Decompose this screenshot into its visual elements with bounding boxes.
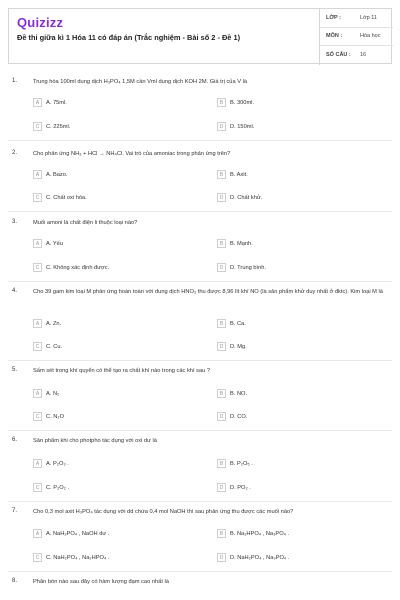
option-text: B. 300ml. [230,99,255,106]
option-a[interactable] [33,169,68,180]
option-text: C. NaH₂PO₄ , Na₂HPO₄ . [46,554,110,561]
question-number: 6. [12,437,18,443]
question-text: Cho phản ứng NH₃ + HCl → NH₄Cl. Vai trò của amoniac trong phản ứng trên? [33,151,231,157]
meta-row-count [320,46,393,65]
option-text: C. N₂O [46,413,65,420]
question-text: Trung hòa 100ml dung dịch H₃PO₄ 1,5M cần Vml dung dịch KOH 2M. Giá trị của V là [33,79,248,85]
meta-row-subject [320,28,393,47]
meta-key: SỐ CÂU : [326,52,351,59]
option-a[interactable] [33,388,59,399]
option-text: D. NaH₂PO₄ , Na₃PO₄ . [230,554,290,561]
option-letter: A [33,239,42,248]
option-letter: D [217,263,226,272]
question-divider [8,281,392,282]
option-text: A. 75ml. [46,99,67,106]
question-text: Cho 39 gam kim loại M phản ứng hoàn toàn với dung dịch HNO₃ thu được 8,96 lít khí NO (là sản phẩm khử duy nhất ở đktc). Kim loại M là [33,289,383,295]
question-text: Phân bón nào sau đây có hàm lượng đạm cao nhất là [33,579,169,585]
question-number: 8. [12,578,18,584]
option-letter: D [217,483,226,492]
question-number: 7. [12,508,18,514]
question-divider [8,140,392,141]
option-letter: D [217,342,226,351]
meta-row-class [320,9,393,28]
option-text: B. Na₂HPO₄ , Na₃PO₄ . [230,530,290,537]
option-letter: B [217,319,226,328]
option-letter: C [33,342,42,351]
option-letter: D [217,122,226,131]
meta-value: Hóa học [360,33,381,40]
option-d[interactable] [217,121,254,132]
option-letter: B [217,459,226,468]
option-text: D. Mg. [230,343,247,350]
option-text: C. Chất oxi hóa. [46,194,87,201]
meta-value: Lớp 11 [360,14,377,21]
option-text: C. Cu. [46,343,63,350]
meta-key: LỚP : [326,14,341,21]
option-b[interactable] [217,97,254,108]
option-letter: D [217,553,226,562]
option-a[interactable] [33,318,61,329]
option-text: A. N₂ [46,390,60,397]
question-number: 4. [12,288,18,294]
option-text: A. Zn. [46,320,62,327]
option-letter: D [217,193,226,202]
option-text: D. Chất khử. [230,194,263,201]
question-number: 5. [12,367,18,373]
question-divider [8,501,392,502]
question-text: Sấm sét trong khí quyển có thể tạo ra chất khí nào trong các khí sau ? [33,368,211,374]
option-text: C. Không xác định được. [46,264,110,271]
question-number: 1. [12,78,18,84]
option-letter: B [217,239,226,248]
option-c[interactable] [33,552,109,563]
option-text: B. P₂O₅ . [230,460,253,467]
option-d[interactable] [217,482,251,493]
option-d[interactable] [217,411,247,422]
option-letter: C [33,122,42,131]
option-d[interactable] [217,341,247,352]
option-a[interactable] [33,97,67,108]
question-divider [8,211,392,212]
option-b[interactable] [217,388,247,399]
meta-value: 16 [360,52,367,59]
option-letter: A [33,170,42,179]
option-letter: B [217,389,226,398]
option-b[interactable] [217,458,253,469]
option-letter: A [33,98,42,107]
question-text: Sản phẩm khi cho photpho tác dụng với oxi dư là [33,438,157,444]
option-c[interactable] [33,192,87,203]
option-c[interactable] [33,121,70,132]
option-d[interactable] [217,192,262,203]
option-b[interactable] [217,318,246,329]
option-text: A. NaH₂PO₄ , NaOH dư . [46,530,110,537]
option-text: D. CO. [230,413,248,420]
option-b[interactable] [217,169,248,180]
question-text: Muối amoni là chất điện li thuộc loại nào? [33,220,138,226]
option-letter: B [217,170,226,179]
option-letter: A [33,389,42,398]
option-text: D. PO₂ . [230,484,251,491]
option-letter: B [217,98,226,107]
option-letter: C [33,193,42,202]
option-text: C. 225ml. [46,123,71,130]
worksheet-header [8,8,392,64]
question-divider [8,430,392,431]
meta-table [319,9,393,65]
option-letter: B [217,529,226,538]
question-divider [8,360,392,361]
question-text: Cho 0,3 mol axit H₃PO₄ tác dụng với dd chứa 0,4 mol NaOH thì sau phản ứng thu được các muối nào? [33,509,294,515]
option-c[interactable] [33,341,62,352]
option-c[interactable] [33,262,109,273]
option-a[interactable] [33,238,63,249]
option-letter: C [33,263,42,272]
option-text: D. Trung bình. [230,264,267,271]
option-b[interactable] [217,528,289,539]
option-text: A. P₂O₃ . [46,460,69,467]
option-a[interactable] [33,528,109,539]
option-b[interactable] [217,238,253,249]
option-text: D. 150ml. [230,123,255,130]
option-text: B. NO. [230,390,248,397]
option-d[interactable] [217,552,289,563]
page-title: Đề thi giữa kì 1 Hóa 11 có đáp án (Trắc nghiệm - Bài số 2 - Đề 1) [17,33,241,42]
option-letter: D [217,412,226,421]
option-c[interactable] [33,482,69,493]
option-letter: C [33,412,42,421]
quizizz-logo[interactable]: Quizizz [17,15,64,30]
question-divider [8,571,392,572]
option-letter: A [33,319,42,328]
option-letter: C [33,483,42,492]
option-text: B. Ca. [230,320,246,327]
option-a[interactable] [33,458,69,469]
option-text: A. Bazo. [46,171,68,178]
meta-key: MÔN : [326,33,343,40]
option-letter: A [33,529,42,538]
question-number: 2. [12,150,18,156]
option-letter: C [33,553,42,562]
option-letter: A [33,459,42,468]
option-text: B. Mạnh. [230,240,253,247]
option-d[interactable] [217,262,266,273]
question-number: 3. [12,219,18,225]
option-text: B. Axit. [230,171,248,178]
option-text: C. P₂O₂ . [46,484,70,491]
option-c[interactable] [33,411,64,422]
option-text: A. Yếu [46,240,63,247]
